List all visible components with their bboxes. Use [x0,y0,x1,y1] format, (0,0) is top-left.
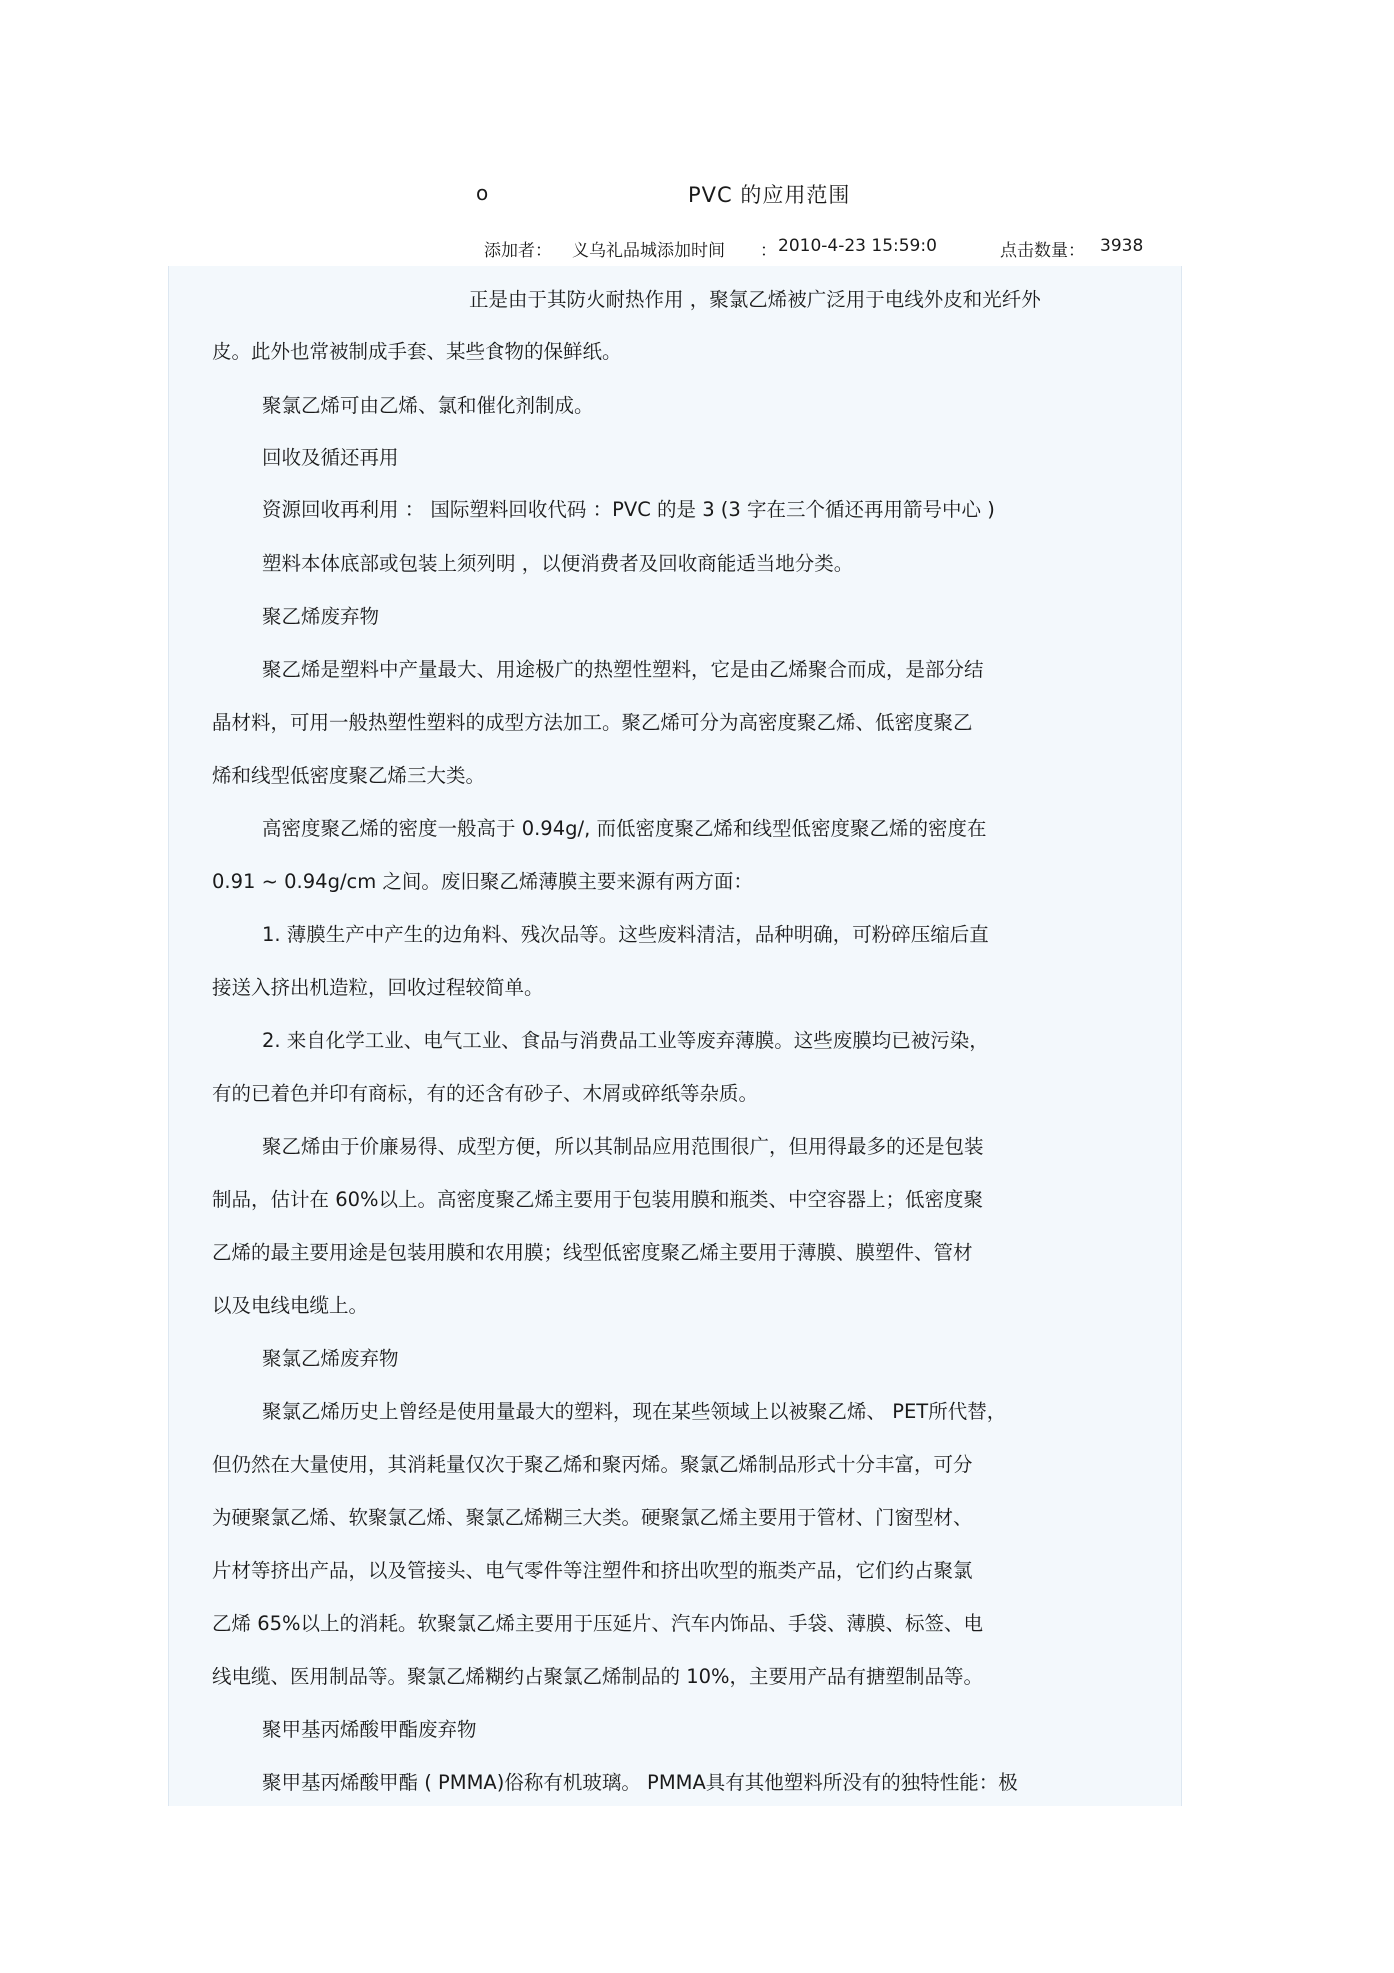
time-label: ： [760,241,777,261]
text-line: 聚氯乙烯历史上曾经是使用量最大的塑料，现在某些领域上以被聚乙烯、 PET所代替， [262,1400,1007,1423]
section-heading: 回收及循还再用 [262,446,399,469]
text-line: 皮。此外也常被制成手套、某些食物的保鲜纸。 [212,340,622,363]
text-line: 正是由于其防火耐热作用 ，聚氯乙烯被广泛用于电线外皮和光纤外 [469,288,1041,311]
page-title: PVC 的应用范围 [688,183,851,207]
added-by-label: 添加者： [484,241,552,261]
text-line: 1. 薄膜生产中产生的边角料、残次品等。这些废料清洁，品种明确，可粉碎压缩后直 [262,923,989,946]
text-line: 聚乙烯由于价廉易得、成型方便，所以其制品应用范围很广，但用得最多的还是包装 [262,1135,984,1158]
list-bullet: o [476,181,489,205]
section-heading: 聚氯乙烯废弃物 [262,1347,399,1370]
text-line: 烯和线型低密度聚乙烯三大类。 [212,764,486,787]
text-line: 0.91 ~ 0.94g/cm 之间。废旧聚乙烯薄膜主要来源有两方面： [212,870,753,893]
text-line: 资源回收再利用 ： 国际塑料回收代码 ：PVC 的是 3 (3 字在三个循还再用箭号中心 ) [262,498,995,521]
text-line: 晶材料，可用一般热塑性塑料的成型方法加工。聚乙烯可分为高密度聚乙烯、低密度聚乙 [212,711,973,734]
text-line: 片材等挤出产品，以及管接头、电气零件等注塑件和挤出吹型的瓶类产品，它们约占聚氯 [212,1559,973,1582]
text-line: 聚氯乙烯可由乙烯、氯和催化剂制成。 [262,394,594,417]
text-line: 2. 来自化学工业、电气工业、食品与消费品工业等废弃薄膜。这些废膜均已被污染， [262,1029,989,1052]
clicks-label: 点击数量： [1000,241,1085,261]
section-heading: 聚甲基丙烯酸甲酯废弃物 [262,1718,477,1741]
text-line: 高密度聚乙烯的密度一般高于 0.94g/, 而低密度聚乙烯和线型低密度聚乙烯的密度在 [262,817,987,840]
time-value: 2010-4-23 15:59:0 [778,236,937,256]
text-line: 聚乙烯是塑料中产量最大、用途极广的热塑性塑料，它是由乙烯聚合而成，是部分结 [262,658,984,681]
text-line: 聚甲基丙烯酸甲酯 ( PMMA)俗称有机玻璃。 PMMA具有其他塑料所没有的独特性能：极 [262,1771,1018,1794]
text-line: 塑料本体底部或包装上须列明 ，以便消费者及回收商能适当地分类。 [262,552,854,575]
section-heading: 聚乙烯废弃物 [262,605,380,628]
text-line: 乙烯的最主要用途是包装用膜和农用膜；线型低密度聚乙烯主要用于薄膜、膜塑件、管材 [212,1241,973,1264]
text-line: 线电缆、医用制品等。聚氯乙烯糊约占聚氯乙烯制品的 10%，主要用产品有搪塑制品等。 [212,1665,984,1688]
article-body [168,266,1182,1806]
clicks-value: 3938 [1100,236,1144,256]
text-line: 制品，估计在 60%以上。高密度聚乙烯主要用于包装用膜和瓶类、中空容器上；低密度聚 [212,1188,984,1211]
text-line: 为硬聚氯乙烯、软聚氯乙烯、聚氯乙烯糊三大类。硬聚氯乙烯主要用于管材、门窗型材、 [212,1506,973,1529]
text-line: 乙烯 65%以上的消耗。软聚氯乙烯主要用于压延片、汽车内饰品、手袋、薄膜、标签、电 [212,1612,984,1635]
added-by-value: 义乌礼品城添加时间 [572,241,725,261]
text-line: 以及电线电缆上。 [212,1294,369,1317]
text-line: 接送入挤出机造粒，回收过程较简单。 [212,976,544,999]
text-line: 但仍然在大量使用，其消耗量仅次于聚乙烯和聚丙烯。聚氯乙烯制品形式十分丰富，可分 [212,1453,973,1476]
text-line: 有的已着色并印有商标，有的还含有砂子、木屑或碎纸等杂质。 [212,1082,759,1105]
